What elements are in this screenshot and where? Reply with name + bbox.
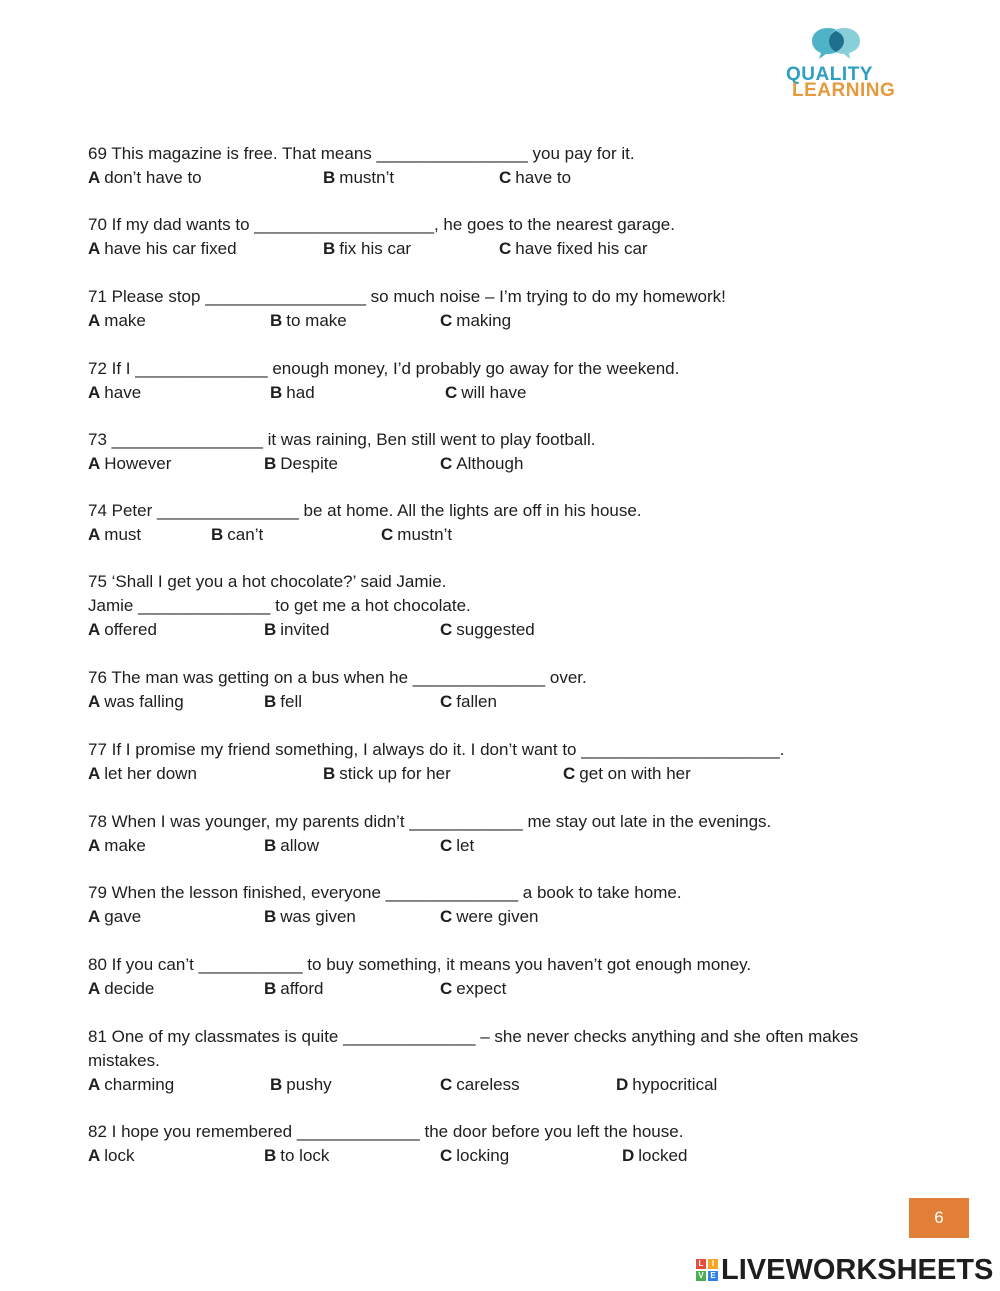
question-76 (88, 666, 587, 714)
option-c[interactable]: C let (440, 836, 475, 855)
option-c[interactable]: C have fixed his car (499, 239, 648, 258)
option-b[interactable]: B was given (264, 907, 356, 926)
question-stem: 76 The man was getting on a bus when he ______________ over. (88, 668, 587, 687)
option-a[interactable]: A have his car fixed (88, 239, 237, 258)
option-c[interactable]: C Although (440, 454, 524, 473)
option-a[interactable]: A lock (88, 1146, 135, 1165)
badge-letter: V (696, 1271, 706, 1281)
option-a[interactable]: A don’t have to (88, 168, 202, 187)
option-c[interactable]: C will have (445, 383, 527, 402)
option-a[interactable]: A charming (88, 1075, 175, 1094)
option-c[interactable]: C expect (440, 979, 507, 998)
question-73 (88, 428, 596, 476)
answer-options (88, 977, 751, 1001)
option-c[interactable]: C suggested (440, 620, 535, 639)
question-stem: 80 If you can’t ___________ to buy something, it means you haven’t got enough money. (88, 955, 752, 974)
option-c[interactable]: C careless (440, 1075, 520, 1094)
badge-letter: E (708, 1271, 718, 1281)
option-d[interactable]: D hypocritical (616, 1075, 718, 1094)
option-b[interactable]: B afford (264, 979, 324, 998)
answer-options (88, 762, 785, 786)
question-stem-line-2: Jamie ______________ to get me a hot chocolate. (88, 596, 471, 615)
option-b[interactable]: B to lock (264, 1146, 330, 1165)
logo-quality-text: QUALITY (786, 64, 873, 85)
question-70 (88, 213, 675, 261)
answer-options (88, 690, 587, 714)
option-d[interactable]: D locked (622, 1146, 688, 1165)
question-stem: 77 If I promise my friend something, I always do it. I don’t want to _____________________. (88, 740, 785, 759)
liveworksheets-badge-icon (696, 1259, 718, 1281)
answer-options (88, 523, 642, 547)
option-a[interactable]: A let her down (88, 764, 197, 783)
option-c[interactable]: C mustn’t (381, 525, 453, 544)
question-stem: 69 This magazine is free. That means ________________ you pay for it. (88, 144, 635, 163)
answer-options (88, 381, 679, 405)
question-81 (88, 1025, 868, 1097)
question-stem: 82 I hope you remembered _____________ the door before you left the house. (88, 1122, 684, 1141)
option-c[interactable]: C fallen (440, 692, 497, 711)
answer-options (88, 1144, 688, 1168)
question-stem: 78 When I was younger, my parents didn’t ____________ me stay out late in the evenings. (88, 812, 772, 831)
page-number: 6 (909, 1198, 969, 1238)
question-stem: 81 One of my classmates is quite ______________ – she never checks anything and she often makes mistakes. (88, 1027, 859, 1070)
question-74 (88, 499, 642, 547)
question-82 (88, 1120, 688, 1168)
question-78 (88, 810, 771, 858)
question-stem: 72 If I ______________ enough money, I’d probably go away for the weekend. (88, 359, 680, 378)
option-c[interactable]: C get on with her (563, 764, 691, 783)
question-75 (88, 570, 535, 642)
question-69 (88, 142, 635, 190)
badge-letter: I (708, 1259, 718, 1269)
quality-learning-logo (784, 26, 908, 106)
question-77 (88, 738, 785, 786)
option-c[interactable]: C locking (440, 1146, 510, 1165)
question-71 (88, 285, 726, 333)
option-a[interactable]: A offered (88, 620, 157, 639)
option-c[interactable]: C making (440, 311, 512, 330)
option-b[interactable]: B stick up for her (323, 764, 451, 783)
answer-options (88, 1073, 868, 1097)
option-c[interactable]: C have to (499, 168, 572, 187)
answer-options (88, 237, 675, 261)
option-b[interactable]: B fix his car (323, 239, 412, 258)
option-b[interactable]: B Despite (264, 454, 338, 473)
option-b[interactable]: B had (270, 383, 315, 402)
option-b[interactable]: B pushy (270, 1075, 332, 1094)
option-a[interactable]: A must (88, 525, 142, 544)
question-stem: 73 ________________ it was raining, Ben still went to play football. (88, 430, 596, 449)
option-c[interactable]: C were given (440, 907, 539, 926)
option-b[interactable]: B to make (270, 311, 347, 330)
answer-options (88, 905, 682, 929)
speech-bubbles-icon (810, 26, 864, 62)
option-a[interactable]: A was falling (88, 692, 184, 711)
liveworksheets-brand-text: LIVEWORKSHEETS (721, 1253, 994, 1286)
question-79 (88, 881, 682, 929)
answer-options (88, 834, 771, 858)
option-a[interactable]: A have (88, 383, 142, 402)
question-stem: 79 When the lesson finished, everyone ______________ a book to take home. (88, 883, 682, 902)
question-72 (88, 357, 679, 405)
option-b[interactable]: B mustn’t (323, 168, 395, 187)
option-a[interactable]: A decide (88, 979, 155, 998)
answer-options (88, 166, 635, 190)
badge-letter: L (696, 1259, 706, 1269)
option-b[interactable]: B can’t (211, 525, 264, 544)
logo-learning-text: LEARNING (792, 80, 896, 101)
option-b[interactable]: B invited (264, 620, 330, 639)
answer-options (88, 309, 726, 333)
question-stem: 75 ‘Shall I get you a hot chocolate?’ said Jamie. (88, 572, 447, 591)
option-b[interactable]: B allow (264, 836, 320, 855)
option-a[interactable]: A make (88, 836, 146, 855)
question-stem: 71 Please stop _________________ so much noise – I’m trying to do my homework! (88, 287, 726, 306)
liveworksheets-logo (696, 1254, 993, 1286)
option-a[interactable]: A However (88, 454, 172, 473)
answer-options (88, 452, 596, 476)
question-stem: 70 If my dad wants to ___________________, he goes to the nearest garage. (88, 215, 675, 234)
answer-options (88, 618, 535, 642)
option-a[interactable]: A gave (88, 907, 142, 926)
option-a[interactable]: A make (88, 311, 146, 330)
question-stem: 74 Peter _______________ be at home. All the lights are off in his house. (88, 501, 642, 520)
option-b[interactable]: B fell (264, 692, 303, 711)
question-80 (88, 953, 751, 1001)
